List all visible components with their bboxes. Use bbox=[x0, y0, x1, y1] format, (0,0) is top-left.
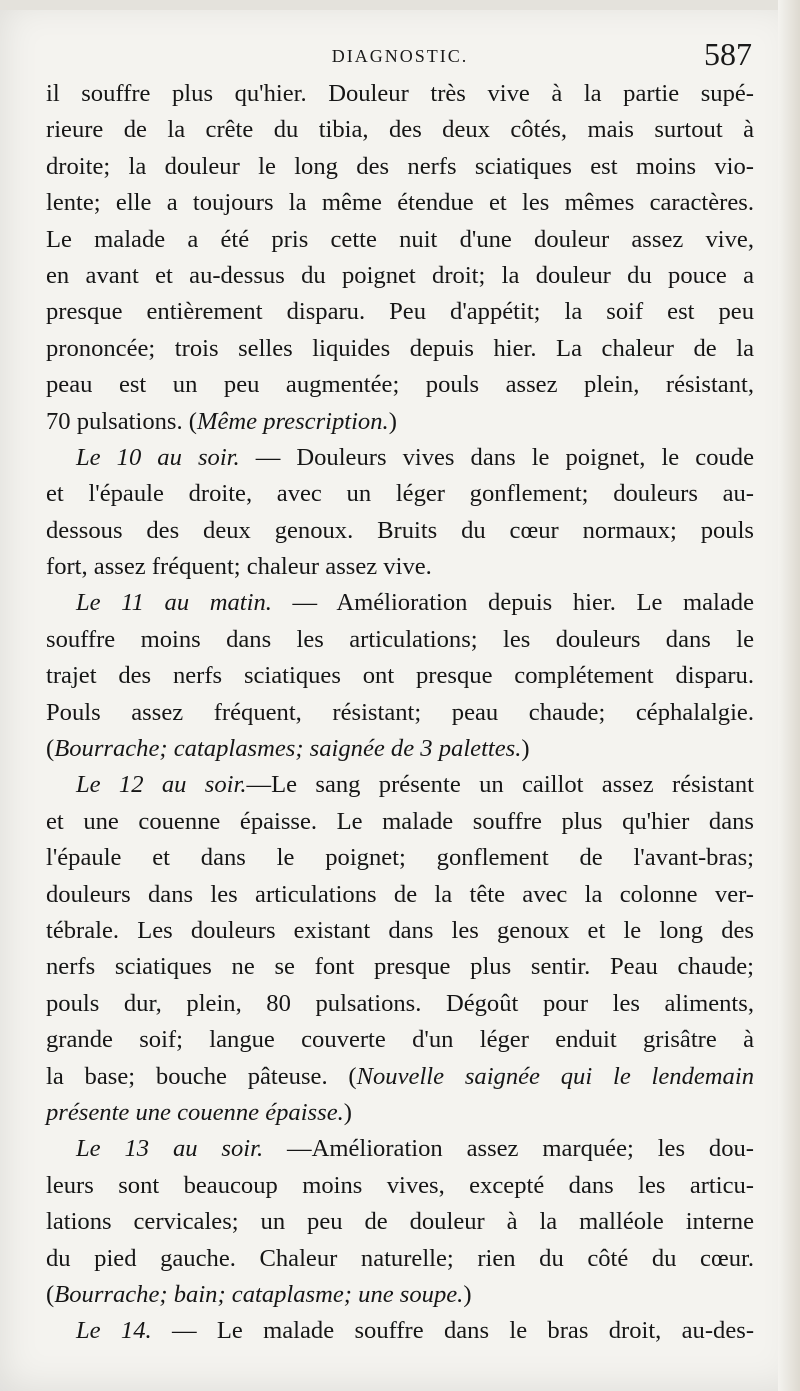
text-line bbox=[46, 440, 754, 476]
italic-text: Bourrache; bain; cataplasme; une soupe. bbox=[54, 1280, 464, 1308]
text-run: — Amélioration depuis hier. Le malade bbox=[271, 589, 754, 617]
italic-text: Nouvelle saignée qui le lendemain bbox=[356, 1062, 754, 1090]
text-line bbox=[46, 877, 754, 913]
text-line bbox=[46, 76, 754, 112]
text-run: dessous des deux genoux. Bruits du cœur normaux; pouls bbox=[46, 516, 754, 544]
text-line bbox=[46, 658, 754, 694]
text-run: prononcée; trois selles liquides depuis hier. La chaleur de la bbox=[46, 334, 754, 362]
scan-edge-top bbox=[0, 0, 800, 10]
text-run: rieure de la crête du tibia, des deux côtés, mais surtout à bbox=[46, 116, 754, 144]
italic-text: Le 13 au soir. bbox=[76, 1135, 264, 1163]
text-run: ( bbox=[46, 1280, 55, 1308]
text-line bbox=[46, 695, 754, 731]
text-run: grande soif; langue couverte d'un léger enduit grisâtre à bbox=[46, 1026, 754, 1054]
text-line bbox=[46, 804, 754, 840]
running-title: DIAGNOSTIC. bbox=[331, 46, 469, 66]
text-line bbox=[46, 549, 754, 585]
text-line bbox=[46, 1313, 754, 1349]
text-line bbox=[46, 731, 754, 767]
text-run: fort, assez fréquent; chaleur assez vive. bbox=[46, 553, 432, 581]
text-run: douleurs dans les articulations de la tête avec la colonne ver- bbox=[46, 880, 754, 908]
text-line bbox=[46, 513, 754, 549]
text-run: et une couenne épaisse. Le malade souffre plus qu'hier dans bbox=[46, 807, 754, 835]
text-run: il souffre plus qu'hier. Douleur très vive à la partie supé- bbox=[46, 80, 754, 107]
text-run: tébrale. Les douleurs existant dans les genoux et le long des bbox=[46, 916, 754, 944]
text-line bbox=[46, 404, 754, 440]
text-run: ( bbox=[46, 735, 55, 763]
italic-text: Le 10 au soir. bbox=[76, 443, 240, 471]
text-line bbox=[46, 1241, 754, 1277]
text-line bbox=[46, 913, 754, 949]
italic-text: Même prescription. bbox=[196, 407, 389, 435]
text-line bbox=[46, 112, 754, 148]
text-run: ) bbox=[388, 407, 397, 435]
text-run: peau est un peu augmentée; pouls assez plein, résistant, bbox=[46, 371, 754, 399]
text-line bbox=[46, 986, 754, 1022]
text-run: ) bbox=[343, 1098, 352, 1126]
text-run: lente; elle a toujours la même étendue et les mêmes caractères. bbox=[46, 189, 754, 217]
text-run: Le malade a été pris cette nuit d'une douleur assez vive, bbox=[46, 225, 754, 253]
text-run: et l'épaule droite, avec un léger gonflement; douleurs au- bbox=[46, 480, 754, 508]
text-line bbox=[46, 622, 754, 658]
text-run: trajet des nerfs sciatiques ont presque complétement disparu. bbox=[46, 662, 754, 690]
text-run: presque entièrement disparu. Peu d'appétit; la soif est peu bbox=[46, 298, 754, 326]
text-line bbox=[46, 185, 754, 221]
text-run: la base; bouche pâteuse. ( bbox=[46, 1062, 357, 1090]
text-run: droite; la douleur le long des nerfs sciatiques est moins vio- bbox=[46, 152, 754, 180]
text-line bbox=[46, 149, 754, 185]
text-line bbox=[46, 222, 754, 258]
italic-text: présente une couenne épaisse. bbox=[46, 1098, 344, 1126]
text-line bbox=[46, 476, 754, 512]
text-run: l'épaule et dans le poignet; gonflement de l'avant-bras; bbox=[46, 844, 754, 872]
italic-text: Le 11 au matin. bbox=[76, 589, 272, 617]
italic-text: Le 14. bbox=[76, 1317, 152, 1345]
text-line bbox=[46, 331, 754, 367]
italic-text: Le 12 au soir. bbox=[76, 771, 247, 799]
page-number: 587 bbox=[704, 36, 752, 72]
text-line bbox=[46, 1022, 754, 1058]
text-run: nerfs sciatiques ne se font presque plus sentir. Peau chaude; bbox=[46, 953, 754, 981]
text-run: leurs sont beaucoup moins vives, excepté dans les articu- bbox=[46, 1171, 754, 1199]
italic-text: Bourrache; cataplasmes; saignée de 3 palettes. bbox=[54, 735, 522, 763]
text-line bbox=[46, 294, 754, 330]
text-line bbox=[46, 949, 754, 985]
text-line bbox=[46, 840, 754, 876]
text-run: souffre moins dans les articulations; les douleurs dans le bbox=[46, 625, 754, 653]
text-run: en avant et au-dessus du poignet droit; la douleur du pouce a bbox=[46, 261, 754, 289]
text-run: — Le malade souffre dans le bras droit, au-des- bbox=[151, 1317, 755, 1345]
text-run: lations cervicales; un peu de douleur à la malléole interne bbox=[46, 1208, 754, 1236]
text-line bbox=[46, 1095, 754, 1131]
text-run: 70 pulsations. ( bbox=[46, 407, 197, 435]
text-run: pouls dur, plein, 80 pulsations. Dégoût pour les aliments, bbox=[46, 989, 754, 1017]
text-run: ) bbox=[463, 1280, 472, 1308]
page-header bbox=[0, 36, 800, 80]
text-run: —Amélioration assez marquée; les dou- bbox=[263, 1135, 754, 1163]
text-run: Pouls assez fréquent, résistant; peau chaude; céphalalgie. bbox=[46, 698, 754, 726]
scan-edge-right bbox=[778, 0, 800, 1391]
text-line bbox=[46, 1059, 754, 1095]
text-line bbox=[46, 585, 754, 621]
text-line bbox=[46, 258, 754, 294]
text-line bbox=[46, 1277, 754, 1313]
text-line bbox=[46, 1204, 754, 1240]
text-line bbox=[46, 1168, 754, 1204]
text-run: — Douleurs vives dans le poignet, le coude bbox=[239, 443, 755, 471]
text-run: ) bbox=[521, 735, 530, 763]
text-line bbox=[46, 1131, 754, 1167]
text-line bbox=[46, 767, 754, 803]
text-run: du pied gauche. Chaleur naturelle; rien du côté du cœur. bbox=[46, 1244, 754, 1272]
body-text bbox=[46, 76, 754, 1350]
text-run: —Le sang présente un caillot assez résistant bbox=[246, 771, 754, 799]
text-line bbox=[46, 367, 754, 403]
